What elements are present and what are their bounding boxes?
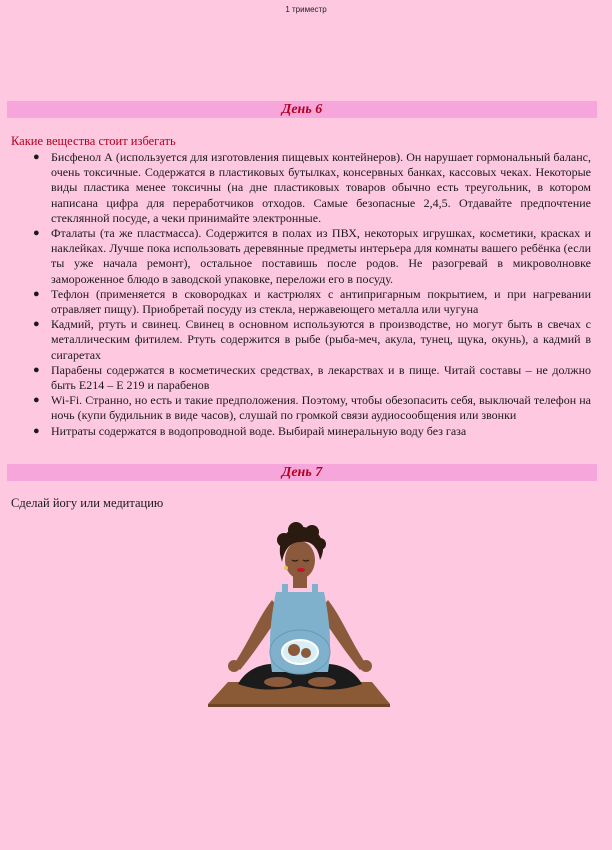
bullet-icon: ●: [33, 363, 40, 376]
bullet-icon: ●: [33, 151, 40, 163]
bullet-icon: ●: [33, 227, 40, 240]
list-item: ● Тефлон (применяется в сковородках и кастрюлях с антипригарным покрытием, и при нагревании отравляет пищу). Приобретай посуду из стекла, нержавеющего металла или чугуна: [33, 286, 591, 317]
list-item: ● Бисфенол А (используется для изготовления пищевых контейнеров). Он нарушает гормональный баланс, очень токсичные. Содержатся в пластиковых бутылках, консервных банках, кассовых чеках. Некоторые виды пластика менее токсичны (на дне пластиковых товаров обычно есть треугольник, в котором написана цифра для переработчиков отходов. Самые безопасные 2,4,5. Отдавайте предпочтение стеклянной посуде, а чеки принимайте электронные.: [33, 150, 591, 225]
bullet-icon: ●: [33, 287, 40, 300]
list-item: ● Кадмий, ртуть и свинец. Свинец в основном используются в производстве, но могут быть в свечах с металлическим фитилем. Ртуть содержится в рыбе (рыба-меч, акула, тунец, щука, окунь), а кадмий в сигаретах: [33, 317, 591, 362]
list-item: ● Wi-Fi. Странно, но есть и такие предположения. Поэтому, чтобы обезопасить себя, выключай телефон на ночь (купи будильник в виде часов), слушай по громкой связи аудиосообщения или звонки: [33, 393, 591, 423]
list-item: ● Фталаты (та же пластмасса). Содержится в полах из ПВХ, некоторых игрушках, косметики, красках и наклейках. Лучше пока использовать деревянные предметы интерьера для комнаты вашего ребёнка (если ты уже начала ремонт), остальное поставишь после родов. Не разогревай в микроволновке замороженное блюдо в заводской упаковке, переложи его в посуду.: [33, 226, 591, 286]
trimester-label: 1 триместр: [285, 5, 327, 14]
day-6-title: День 6: [7, 101, 597, 118]
bullet-icon: ●: [33, 318, 40, 331]
list-item: ● Нитраты содержатся в водопроводной воде. Выбирай минеральную воду без газа: [33, 423, 467, 438]
substances-list: [33, 150, 591, 439]
list-item: ● Парабены содержатся в косметических средствах, в лекарствах и в пище. Читай составы – не должно быть Е214 – Е 219 и парабенов: [33, 362, 591, 393]
meditating-pregnant-woman-illustration: [200, 522, 400, 708]
yoga-text: Сделай йогу или медитацию: [11, 496, 164, 510]
bullet-icon: ●: [33, 424, 40, 437]
day-7-title: День 7: [7, 464, 597, 481]
section-heading: Какие вещества стоит избегать: [11, 134, 176, 148]
bullet-icon: ●: [33, 394, 40, 407]
